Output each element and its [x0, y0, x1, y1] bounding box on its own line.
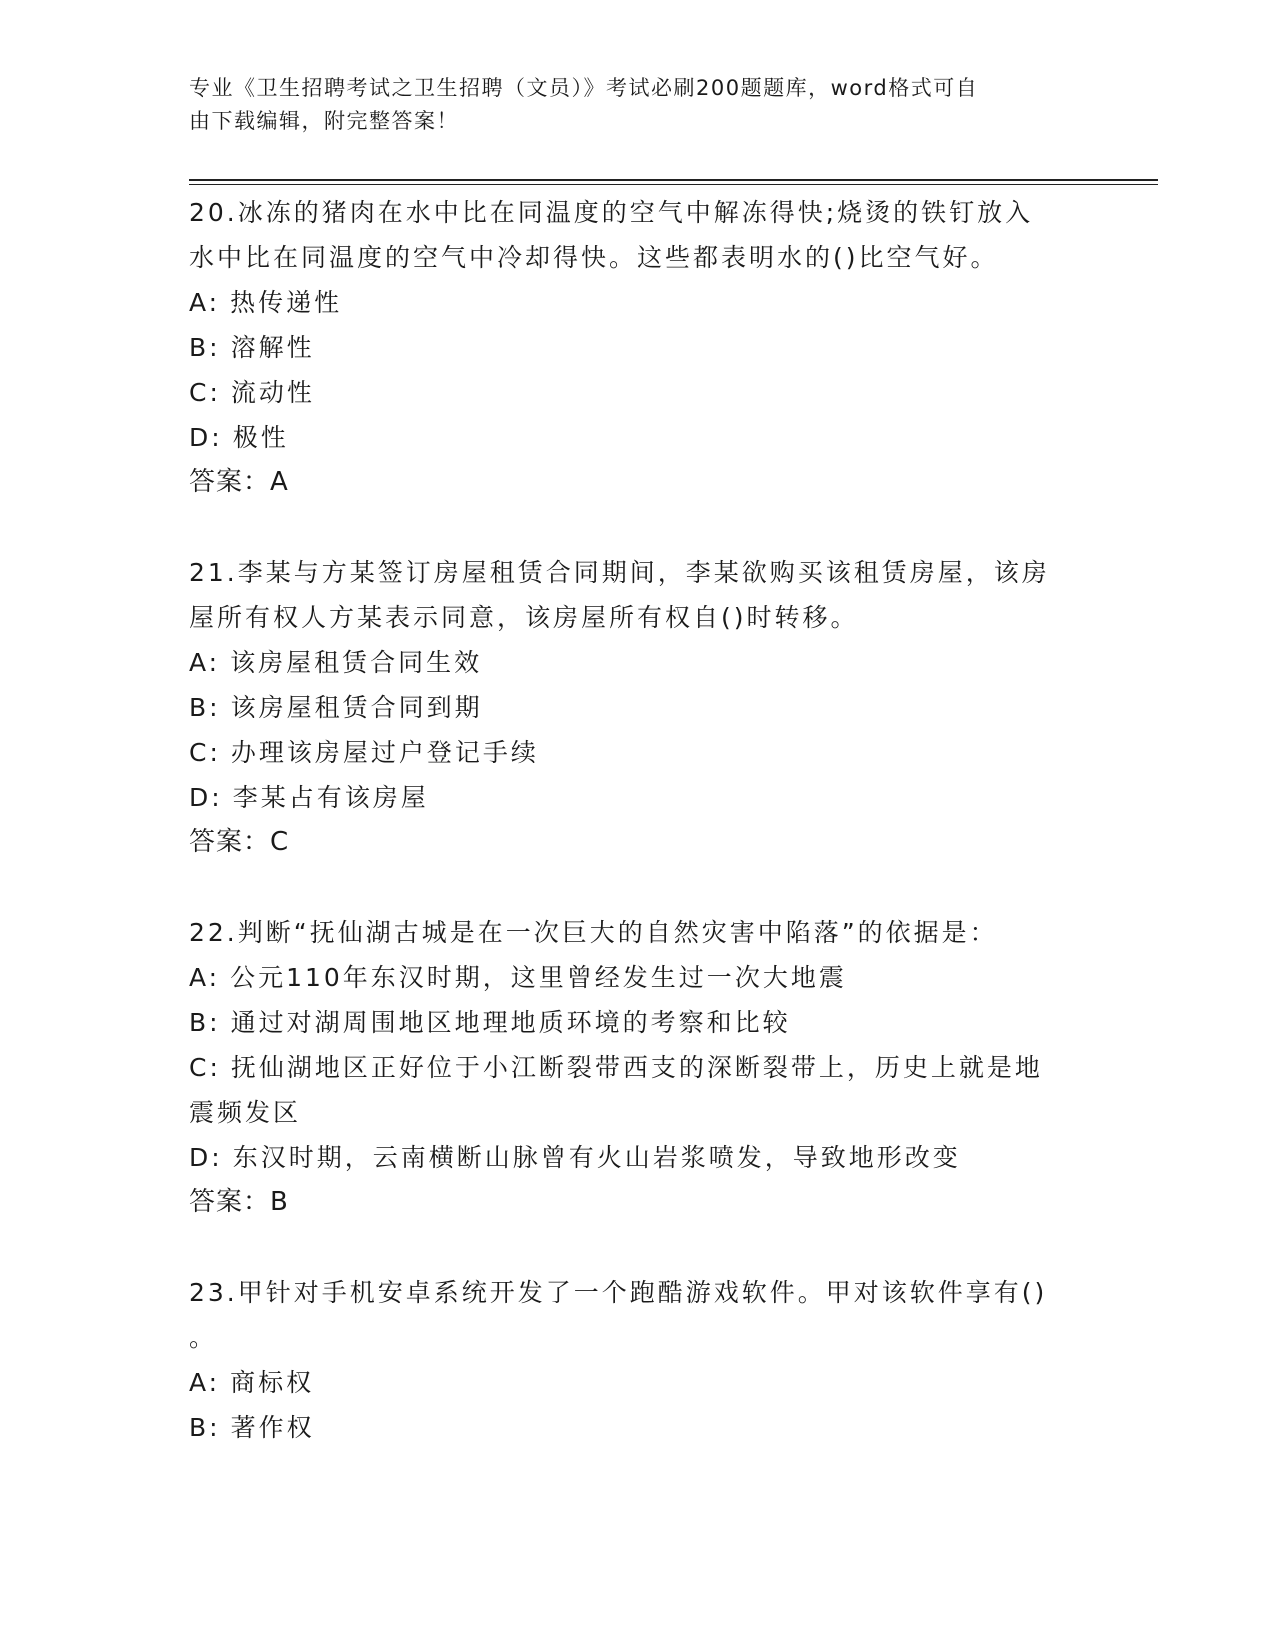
option-label: B:: [189, 333, 221, 362]
option-a: [189, 955, 1089, 1000]
question-text-line: 。: [189, 1323, 218, 1352]
option-b: [189, 1405, 1089, 1450]
question-text-line: 屋所有权人方某表示同意，该房屋所有权自()时转移。: [189, 603, 859, 632]
spacer: [189, 505, 1089, 550]
option-label: B:: [189, 1008, 221, 1037]
option-text: 李某占有该房屋: [232, 783, 429, 812]
question-21: [189, 550, 1089, 865]
option-text: 该房屋租赁合同到期: [230, 693, 483, 722]
option-b: [189, 325, 1089, 370]
option-label: A:: [189, 1368, 221, 1397]
header-divider-thin: [189, 184, 1158, 185]
option-label: B:: [189, 693, 221, 722]
option-text: 公元110年东汉时期，这里曾经发生过一次大地震: [230, 963, 847, 992]
option-text: 通过对湖周围地区地理地质环境的考察和比较: [230, 1008, 791, 1037]
header-line-1: 专业《卫生招聘考试之卫生招聘（文员）》考试必刷200题题库，word格式可自: [189, 76, 979, 100]
option-label: A:: [189, 648, 221, 677]
option-text: 溶解性: [230, 333, 315, 362]
option-a: [189, 1360, 1089, 1405]
option-b: [189, 1000, 1089, 1045]
option-c: [189, 730, 1089, 775]
spacer: [189, 1225, 1089, 1270]
option-label: B:: [189, 1413, 221, 1442]
question-text-line: 20.冰冻的猪肉在水中比在同温度的空气中解冻得快;烧烫的铁钉放入: [189, 198, 1034, 227]
option-label: C:: [189, 738, 221, 767]
option-text: 著作权: [230, 1413, 315, 1442]
option-a: [189, 640, 1089, 685]
option-label: A:: [189, 288, 221, 317]
option-d: [189, 1135, 1089, 1180]
question-23: [189, 1270, 1089, 1450]
answer-line: 答案：C: [189, 827, 290, 857]
option-text: 东汉时期，云南横断山脉曾有火山岩浆喷发，导致地形改变: [232, 1143, 961, 1172]
option-text: 热传递性: [230, 288, 343, 317]
option-b: [189, 685, 1089, 730]
question-20: [189, 190, 1089, 505]
question-22: [189, 910, 1089, 1225]
option-text: 商标权: [230, 1368, 315, 1397]
option-c-continued: 震频发区: [189, 1098, 302, 1127]
option-label: D:: [189, 1143, 223, 1172]
question-text-line: 21.李某与方某签订房屋租赁合同期间，李某欲购买该租赁房屋，该房: [189, 558, 1050, 587]
option-label: C:: [189, 1053, 221, 1082]
question-text-line: 23.甲针对手机安卓系统开发了一个跑酷游戏软件。甲对该软件享有(): [189, 1278, 1048, 1307]
document-header: [189, 72, 1089, 138]
question-text-line: 22.判断“抚仙湖古城是在一次巨大的自然灾害中陷落”的依据是：: [189, 918, 998, 947]
option-text: 极性: [232, 423, 289, 452]
header-line-2: 由下载编辑，附完整答案！: [189, 109, 459, 133]
answer-line: 答案：A: [189, 467, 289, 497]
question-list: [189, 190, 1089, 1450]
answer-line: 答案：B: [189, 1187, 289, 1217]
option-label: A:: [189, 963, 221, 992]
option-text: 办理该房屋过户登记手续: [230, 738, 539, 767]
header-divider-thick: [189, 179, 1158, 181]
option-label: D:: [189, 783, 223, 812]
option-c: [189, 370, 1089, 415]
option-c: [189, 1045, 1089, 1090]
spacer: [189, 865, 1089, 910]
option-text: 流动性: [230, 378, 315, 407]
option-d: [189, 415, 1089, 460]
option-label: C:: [189, 378, 221, 407]
option-d: [189, 775, 1089, 820]
option-a: [189, 280, 1089, 325]
question-text-line: 水中比在同温度的空气中冷却得快。这些都表明水的()比空气好。: [189, 243, 999, 272]
option-text: 抚仙湖地区正好位于小江断裂带西支的深断裂带上，历史上就是地: [230, 1053, 1043, 1082]
option-text: 该房屋租赁合同生效: [230, 648, 483, 677]
option-label: D:: [189, 423, 223, 452]
